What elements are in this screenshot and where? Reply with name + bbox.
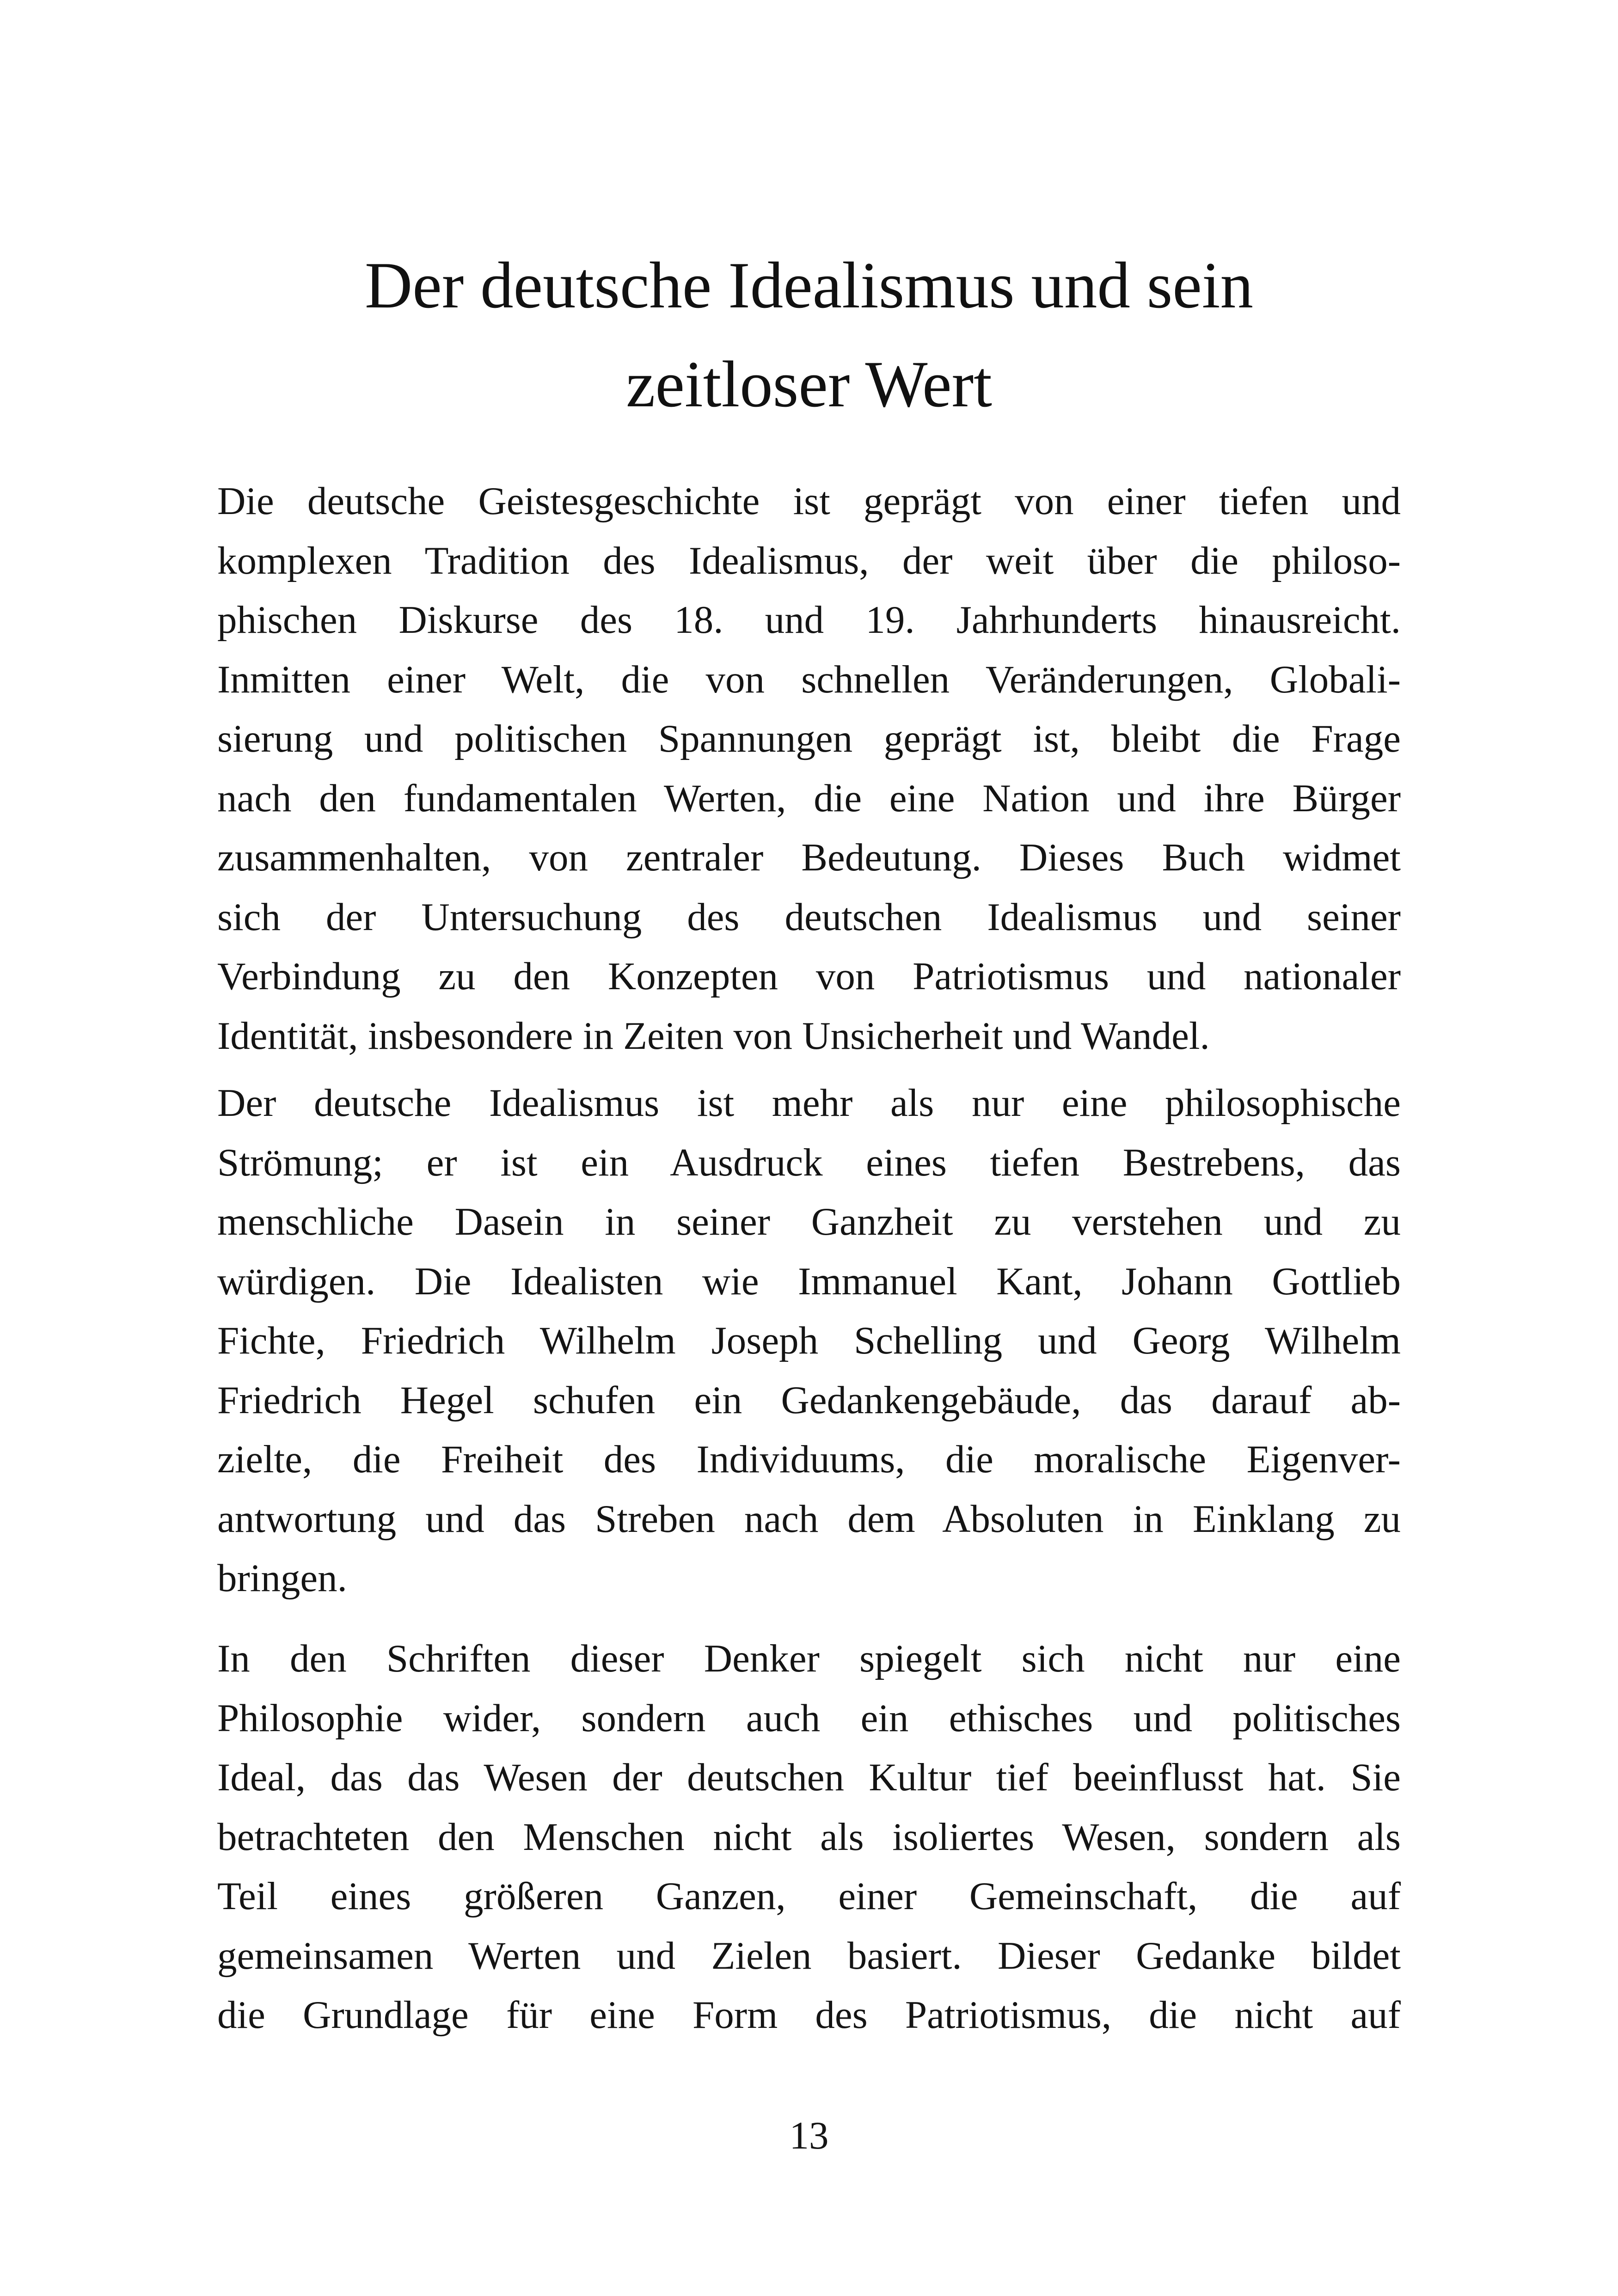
paragraph-line: nach den fundamentalen Werten, die eine Nation und ihre Bürger (217, 776, 1401, 820)
paragraph-line: In den Schriften dieser Denker spiegelt sich nicht nur eine (217, 1637, 1401, 1680)
paragraph-line: Verbindung zu den Konzepten von Patriotismus und nationaler (217, 955, 1401, 998)
paragraph-1 (217, 471, 1401, 1065)
chapter-title-line-2: zeitloser Wert (626, 348, 992, 421)
paragraph-3 (217, 1629, 1401, 2045)
paragraph-line: Philosophie wider, sondern auch ein ethisches und politisches (217, 1696, 1401, 1740)
paragraph-line: komplexen Tradition des Idealismus, der weit über die philoso- (217, 539, 1401, 582)
paragraph-line: bringen. (217, 1556, 347, 1600)
paragraph-line: Die deutsche Geistesgeschichte ist geprägt von einer tiefen und (217, 479, 1401, 523)
paragraph-line: die Grundlage für eine Form des Patriotismus, die nicht auf (217, 1993, 1401, 2037)
paragraph-line: Identität, insbesondere in Zeiten von Unsicherheit und Wandel. (217, 1014, 1210, 1058)
paragraph-line: zusammenhalten, von zentraler Bedeutung. Dieses Buch widmet (217, 836, 1401, 879)
paragraph-line: Inmitten einer Welt, die von schnellen Veränderungen, Globali- (217, 657, 1401, 701)
paragraph-line: zielte, die Freiheit des Individuums, die moralische Eigenver- (217, 1438, 1401, 1481)
paragraph-line: Der deutsche Idealismus ist mehr als nur eine philosophische (217, 1081, 1401, 1125)
chapter-title (92, 236, 1526, 434)
paragraph-line: Teil eines größeren Ganzen, einer Gemeinschaft, die auf (217, 1874, 1401, 1918)
chapter-title-line-1: Der deutsche Idealismus und sein (364, 249, 1254, 322)
page-number: 13 (789, 2114, 829, 2157)
paragraph-line: sierung und politischen Spannungen geprägt ist, bleibt die Frage (217, 717, 1401, 760)
paragraph-line: Ideal, das das Wesen der deutschen Kultur tief beeinflusst hat. Sie (217, 1756, 1401, 1799)
paragraph-line: gemeinsamen Werten und Zielen basiert. Dieser Gedanke bildet (217, 1934, 1401, 1978)
paragraph-line: sich der Untersuchung des deutschen Idealismus und seiner (217, 895, 1401, 939)
paragraph-2 (217, 1073, 1401, 1608)
paragraph-line: phischen Diskurse des 18. und 19. Jahrhunderts hinausreicht. (217, 598, 1401, 642)
paragraph-line: würdigen. Die Idealisten wie Immanuel Kant, Johann Gottlieb (217, 1259, 1401, 1303)
paragraph-line: Strömung; er ist ein Ausdruck eines tiefen Bestrebens, das (217, 1140, 1401, 1184)
paragraph-line: antwortung und das Streben nach dem Absoluten in Einklang zu (217, 1497, 1401, 1541)
paragraph-line: menschliche Dasein in seiner Ganzheit zu verstehen und zu (217, 1200, 1401, 1243)
paragraph-line: Friedrich Hegel schufen ein Gedankengebäude, das darauf ab- (217, 1378, 1401, 1422)
paragraph-line: Fichte, Friedrich Wilhelm Joseph Schelling und Georg Wilhelm (217, 1319, 1401, 1362)
paragraph-line: betrachteten den Menschen nicht als isoliertes Wesen, sondern als (217, 1815, 1401, 1859)
